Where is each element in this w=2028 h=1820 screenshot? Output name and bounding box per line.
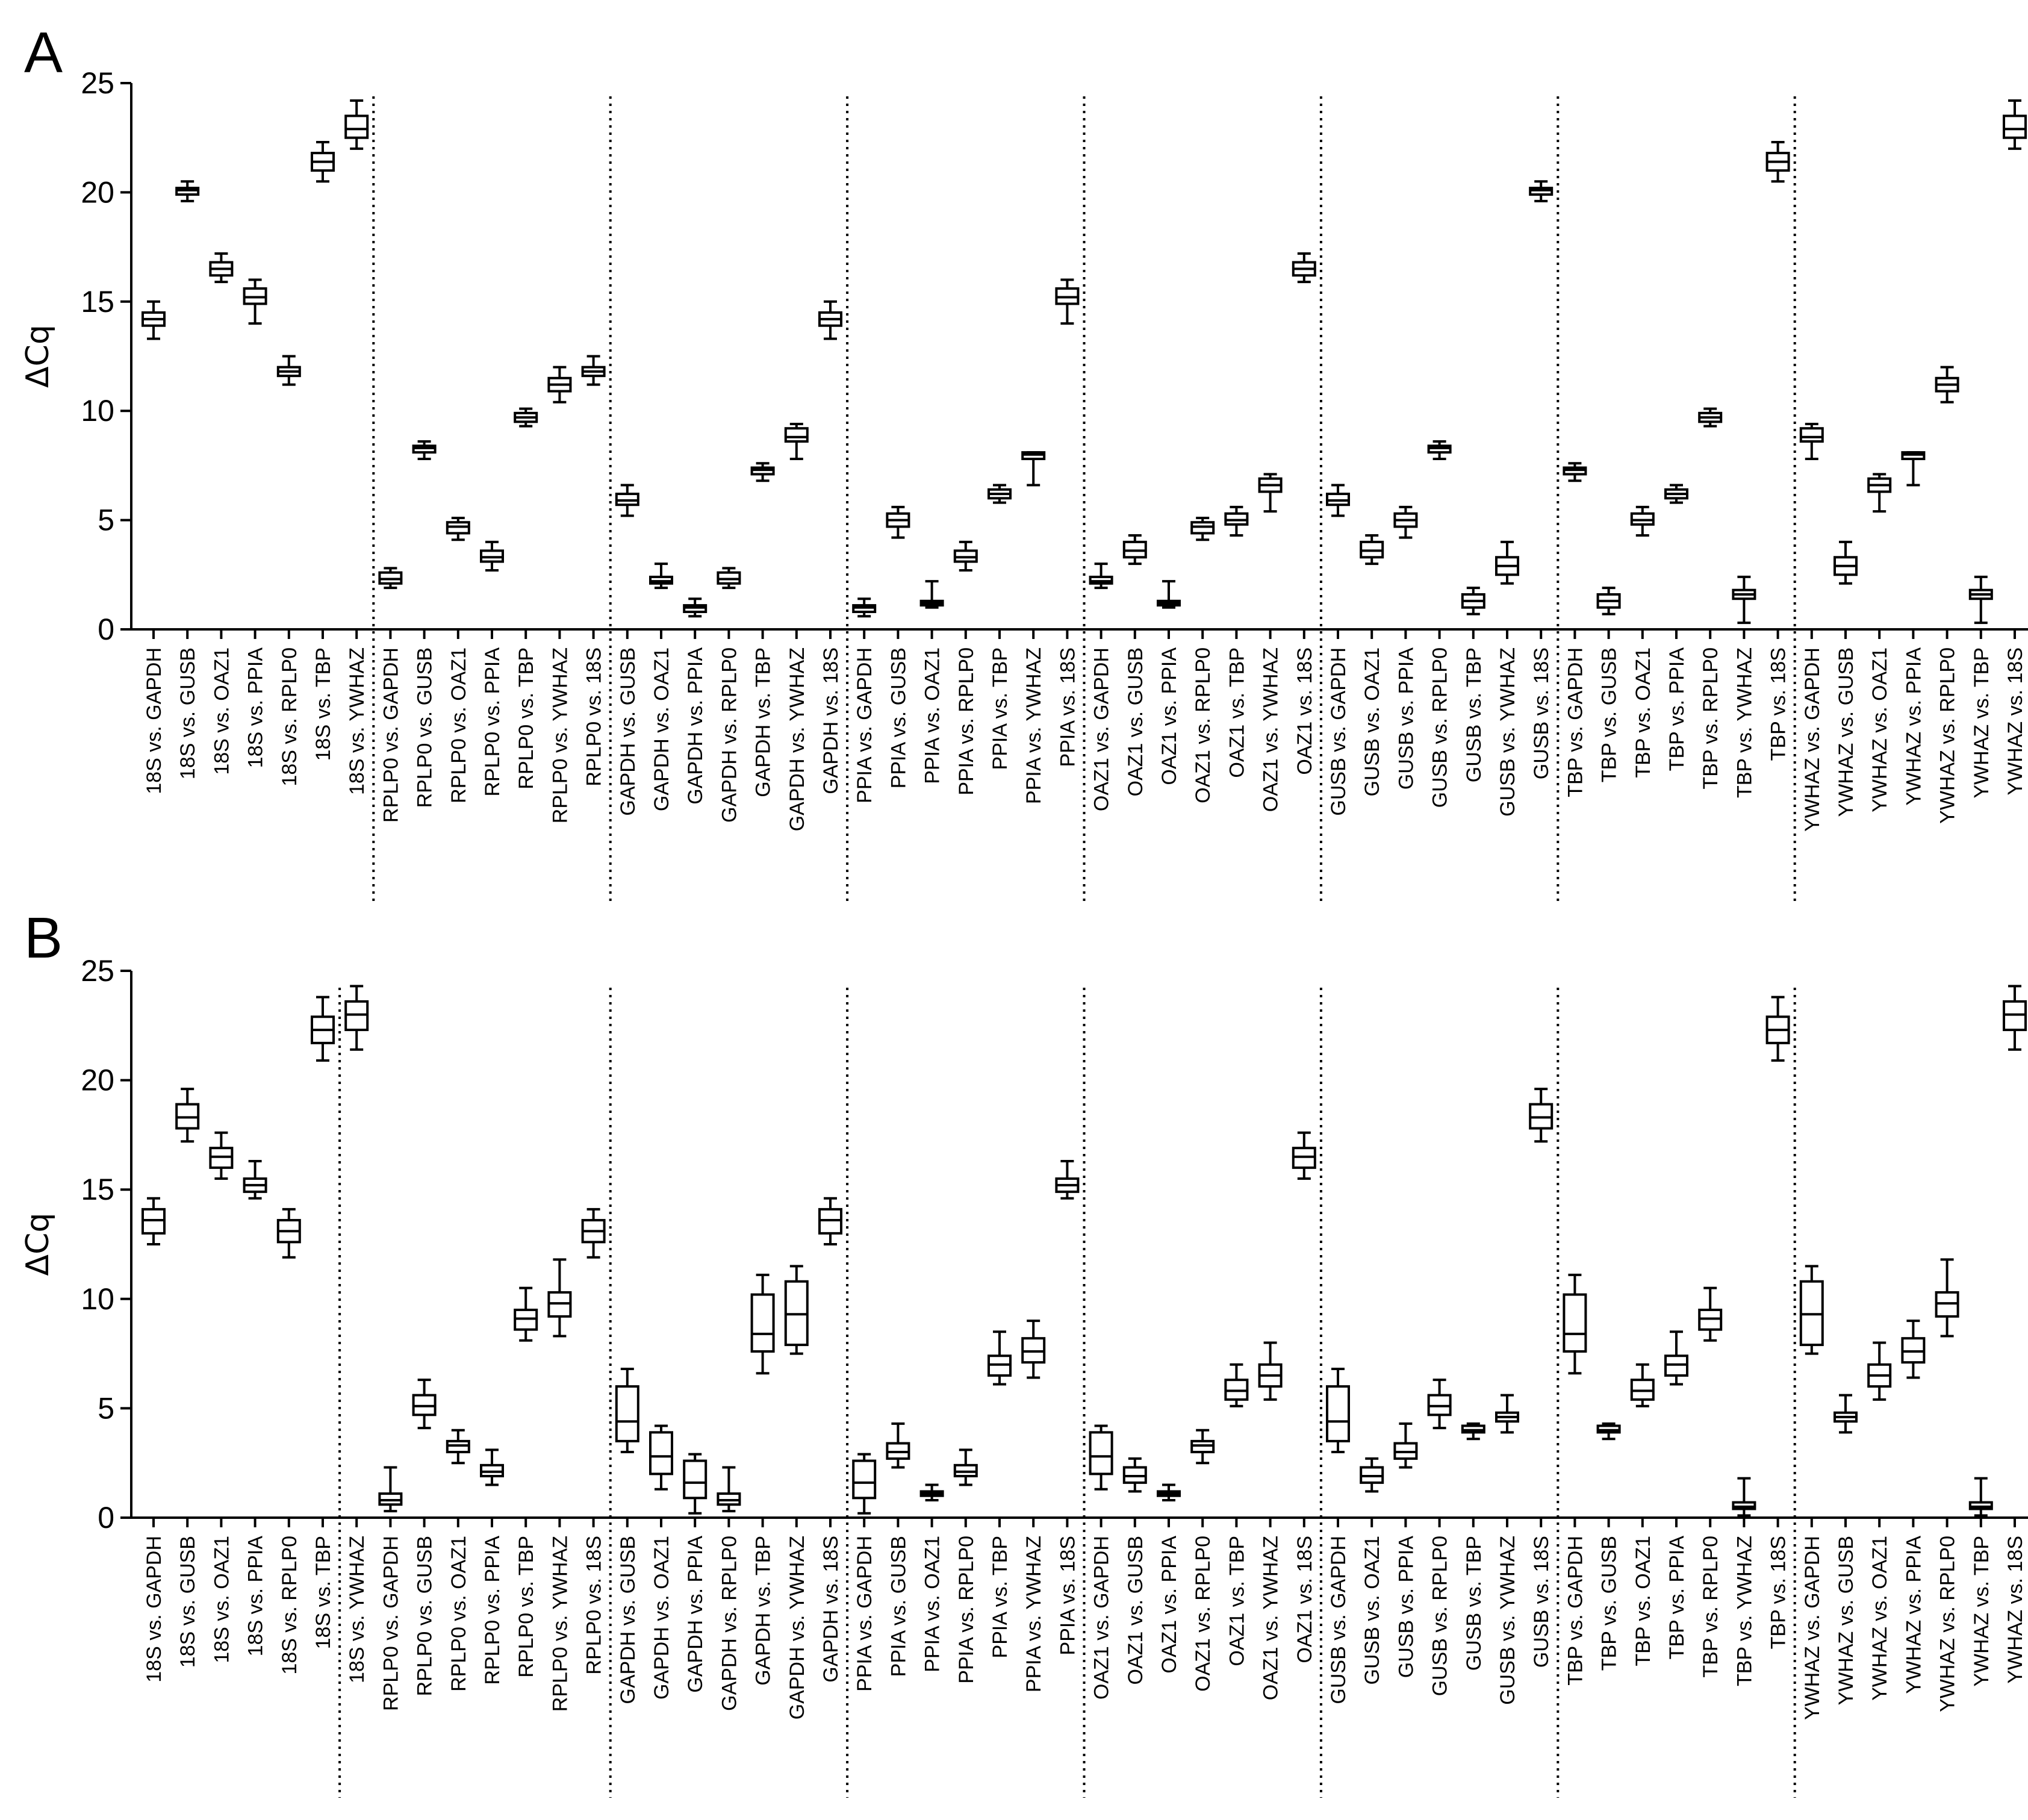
category-label: TBP vs. GAPDH (1564, 1536, 1587, 1686)
box-plot (1395, 507, 1416, 538)
category-label: PPIA vs. TBP (989, 647, 1012, 770)
y-axis-label: ΔCq (20, 325, 56, 388)
box-plot (1022, 452, 1044, 485)
box-plot (1260, 1342, 1281, 1399)
box-plot (887, 1424, 909, 1468)
category-label: GUSB vs. TBP (1462, 647, 1485, 783)
category-label: YWHAZ vs. PPIA (1902, 647, 1926, 806)
box-plot (1767, 997, 1789, 1061)
box-plot (1293, 1133, 1315, 1179)
y-tick-label: 15 (81, 1173, 114, 1207)
iqr-box (1090, 1432, 1112, 1474)
category-label: PPIA vs. 18S (1056, 1536, 1080, 1656)
box-plot (1022, 1321, 1044, 1377)
box-plot (786, 1266, 807, 1353)
category-label: PPIA vs. RPLP0 (954, 1536, 978, 1684)
box-plot (1868, 474, 1890, 511)
box-plot (515, 409, 537, 426)
box-plot (1496, 1395, 1518, 1433)
box-plot (346, 101, 367, 149)
category-label: 18S vs. GAPDH (143, 647, 166, 794)
box-plot (1530, 181, 1552, 201)
box-plot (1056, 1161, 1078, 1198)
iqr-box (617, 1386, 638, 1441)
y-tick-label: 0 (98, 612, 114, 646)
category-label: YWHAZ vs. 18S (2004, 647, 2027, 796)
category-label: YWHAZ vs. TBP (1970, 647, 1993, 799)
box-plot (1361, 535, 1383, 564)
category-label: OAZ1 vs. RPLP0 (1192, 647, 1215, 803)
box-plot (1361, 1459, 1383, 1491)
box-plot (176, 1089, 198, 1141)
category-label: OAZ1 vs. GAPDH (1090, 647, 1113, 812)
category-label: GAPDH vs. YWHAZ (785, 647, 809, 832)
category-label: 18S vs. GAPDH (143, 1536, 166, 1683)
category-label: YWHAZ vs. GUSB (1835, 1536, 1858, 1706)
category-label: PPIA vs. GAPDH (853, 1536, 877, 1692)
box-plot (718, 568, 739, 588)
category-label: PPIA vs. TBP (989, 1536, 1012, 1659)
category-label: TBP vs. OAZ1 (1631, 1536, 1655, 1666)
box-plot (1564, 463, 1585, 481)
box-plot (853, 599, 875, 616)
category-label: YWHAZ vs. RPLP0 (1936, 1536, 1959, 1712)
category-label: RPLP0 vs. 18S (582, 647, 606, 787)
category-label: YWHAZ vs. OAZ1 (1868, 1536, 1892, 1701)
box-plot (549, 367, 570, 402)
category-label: 18S vs. PPIA (244, 647, 267, 768)
box-plot (1902, 1321, 1924, 1377)
box-plot (1090, 564, 1112, 588)
category-label: TBP vs. RPLP0 (1699, 1536, 1723, 1678)
y-tick-label: 5 (98, 503, 114, 537)
box-plot (1463, 588, 1484, 614)
box-plot (650, 564, 672, 588)
category-label: PPIA vs. GUSB (887, 1536, 910, 1677)
category-label: GAPDH vs. RPLP0 (718, 1536, 741, 1711)
y-tick-label: 15 (81, 284, 114, 319)
category-label: RPLP0 vs. GUSB (413, 1536, 437, 1697)
category-label: OAZ1 vs. GUSB (1124, 647, 1147, 797)
category-label: GUSB vs. GAPDH (1327, 647, 1350, 816)
box-plot (1936, 1259, 1958, 1336)
box-plot (481, 1450, 503, 1485)
box-plot (1598, 588, 1620, 614)
box-plot (1225, 1365, 1247, 1406)
box-plot (989, 1332, 1010, 1384)
category-label: PPIA vs. GAPDH (853, 647, 877, 803)
box-plot (718, 1467, 739, 1511)
category-label: TBP vs. YWHAZ (1733, 1536, 1756, 1687)
box-plot (447, 1430, 469, 1463)
category-label: GAPDH vs. 18S (820, 1536, 842, 1683)
box-plot (1868, 1342, 1890, 1399)
box-plot (278, 357, 300, 385)
category-label: GAPDH vs. TBP (751, 647, 775, 797)
box-plot (1530, 1089, 1552, 1141)
category-label: 18S vs. PPIA (244, 1536, 267, 1657)
category-label: RPLP0 vs. OAZ1 (447, 1536, 470, 1692)
iqr-box (1327, 1386, 1349, 1441)
category-label: RPLP0 vs. YWHAZ (549, 647, 572, 824)
panel-B (20, 906, 2028, 1798)
category-label: RPLP0 vs. OAZ1 (447, 647, 470, 803)
category-label: GUSB vs. OAZ1 (1361, 647, 1384, 797)
category-label: RPLP0 vs. GAPDH (379, 1536, 403, 1711)
category-label: GAPDH vs. OAZ1 (650, 647, 673, 812)
iqr-box (684, 1461, 706, 1498)
box-plot (1429, 441, 1451, 459)
y-tick-label: 25 (81, 66, 114, 100)
category-label: YWHAZ vs. GAPDH (1800, 647, 1824, 832)
box-plot (1395, 1424, 1416, 1468)
category-label: PPIA vs. 18S (1056, 647, 1080, 767)
category-label: 18S vs. RPLP0 (278, 647, 301, 787)
box-plot (1632, 1365, 1653, 1406)
panel-letter: A (24, 20, 63, 85)
box-plot (650, 1426, 672, 1489)
box-plot (1293, 254, 1315, 282)
box-plot (244, 1161, 266, 1198)
box-plot (143, 302, 164, 339)
category-label: OAZ1 vs. RPLP0 (1192, 1536, 1215, 1692)
box-plot (684, 1454, 706, 1513)
box-plot (278, 1209, 300, 1257)
iqr-box (752, 1295, 774, 1351)
box-plot (143, 1198, 164, 1244)
box-plot (853, 1454, 875, 1513)
box-plot (1192, 1430, 1213, 1463)
category-label: 18S vs. TBP (312, 647, 335, 761)
category-label: YWHAZ vs. TBP (1970, 1536, 1993, 1687)
box-plot (481, 542, 503, 570)
box-plot (312, 997, 334, 1061)
category-label: YWHAZ vs. OAZ1 (1868, 647, 1892, 812)
box-plot (210, 254, 232, 282)
box-plot (1124, 535, 1146, 564)
category-label: GUSB vs. TBP (1462, 1536, 1485, 1671)
y-tick-label: 20 (81, 175, 114, 210)
category-label: GAPDH vs. GUSB (616, 647, 639, 816)
box-plot (1158, 1485, 1180, 1500)
box-plot (210, 1133, 232, 1179)
box-plot (752, 1275, 774, 1373)
category-label: GAPDH vs. YWHAZ (785, 1536, 809, 1720)
category-label: OAZ1 vs. YWHAZ (1259, 647, 1283, 812)
box-plot (1835, 1395, 1856, 1433)
category-label: OAZ1 vs. 18S (1293, 1536, 1316, 1663)
category-label: GAPDH vs. PPIA (684, 647, 708, 805)
box-plot (1699, 409, 1721, 426)
iqr-box (1564, 1295, 1585, 1351)
box-plot (515, 1288, 537, 1341)
category-label: TBP vs. 18S (1767, 647, 1790, 761)
box-plot (820, 302, 841, 339)
box-plot (1192, 518, 1213, 540)
box-plot (786, 424, 807, 459)
box-plot (1733, 577, 1755, 623)
box-plot (1632, 507, 1653, 535)
box-plot (346, 986, 367, 1049)
box-plot (1801, 424, 1823, 459)
box-plot (176, 181, 198, 201)
category-label: GUSB vs. YWHAZ (1496, 1536, 1519, 1705)
category-label: RPLP0 vs. TBP (515, 1536, 538, 1678)
category-label: GUSB vs. OAZ1 (1361, 1536, 1384, 1685)
category-label: OAZ1 vs. 18S (1293, 647, 1316, 775)
category-label: 18S vs. OAZ1 (210, 1536, 234, 1663)
box-plot (244, 280, 266, 324)
box-plot (921, 1485, 943, 1500)
iqr-box (786, 428, 807, 441)
box-plot (1496, 542, 1518, 584)
category-label: RPLP0 vs. PPIA (481, 1536, 504, 1685)
category-label: PPIA vs. YWHAZ (1022, 647, 1046, 805)
box-plot (684, 599, 706, 616)
category-label: RPLP0 vs. PPIA (481, 647, 504, 797)
box-plot (1835, 542, 1856, 584)
category-label: OAZ1 vs. GAPDH (1090, 1536, 1113, 1700)
category-label: 18S vs. YWHAZ (346, 647, 369, 795)
box-plot (820, 1198, 841, 1244)
box-plot (414, 1380, 435, 1428)
box-plot (1327, 1369, 1349, 1452)
box-plot (1733, 1479, 1755, 1516)
box-plot (1463, 1424, 1484, 1439)
box-plot (921, 581, 943, 608)
category-label: YWHAZ vs. GAPDH (1800, 1536, 1824, 1721)
box-plot (1327, 485, 1349, 516)
category-label: 18S vs. YWHAZ (346, 1536, 369, 1683)
y-tick-label: 25 (81, 954, 114, 988)
iqr-box (650, 1432, 672, 1474)
box-plot (1564, 1275, 1585, 1373)
category-label: PPIA vs. OAZ1 (921, 1536, 944, 1672)
category-label: TBP vs. 18S (1767, 1536, 1790, 1650)
category-label: OAZ1 vs. PPIA (1158, 647, 1181, 785)
category-label: 18S vs. GUSB (176, 647, 200, 780)
box-plot (1429, 1380, 1451, 1428)
box-plot (1970, 1479, 1992, 1516)
category-label: PPIA vs. RPLP0 (954, 647, 978, 796)
category-label: GUSB vs. GAPDH (1327, 1536, 1350, 1704)
box-plot (447, 518, 469, 540)
box-plot (617, 485, 638, 516)
y-axis-label: ΔCq (20, 1212, 56, 1276)
box-plot (549, 1259, 570, 1336)
box-plot (1936, 367, 1958, 402)
category-label: OAZ1 vs. GUSB (1124, 1536, 1147, 1685)
category-label: GAPDH vs. RPLP0 (718, 647, 741, 823)
box-plot (2004, 101, 2026, 149)
category-label: GUSB vs. RPLP0 (1428, 1536, 1452, 1697)
category-label: OAZ1 vs. TBP (1225, 647, 1249, 778)
category-label: GAPDH vs. PPIA (684, 1536, 708, 1693)
category-label: PPIA vs. GUSB (887, 647, 910, 789)
box-plot (955, 1450, 977, 1485)
category-label: PPIA vs. YWHAZ (1022, 1536, 1046, 1693)
category-label: GUSB vs. PPIA (1395, 1536, 1418, 1678)
category-label: TBP vs. RPLP0 (1699, 647, 1723, 790)
category-label: YWHAZ vs. RPLP0 (1936, 647, 1959, 824)
box-plot (1260, 474, 1281, 511)
y-tick-label: 20 (81, 1063, 114, 1097)
category-label: TBP vs. PPIA (1666, 647, 1688, 771)
category-label: GUSB vs. 18S (1530, 647, 1554, 780)
category-label: OAZ1 vs. YWHAZ (1259, 1536, 1283, 1701)
category-label: GAPDH vs. OAZ1 (650, 1536, 673, 1700)
category-label: OAZ1 vs. TBP (1225, 1536, 1249, 1666)
category-label: YWHAZ vs. PPIA (1902, 1536, 1926, 1694)
category-label: TBP vs. GUSB (1597, 1536, 1621, 1671)
category-label: OAZ1 vs. PPIA (1158, 1536, 1181, 1674)
y-tick-label: 10 (81, 394, 114, 428)
box-plot (617, 1369, 638, 1452)
category-label: 18S vs. OAZ1 (210, 647, 234, 775)
box-plot (989, 485, 1010, 503)
iqr-box (2004, 116, 2026, 137)
category-label: GAPDH vs. TBP (751, 1536, 775, 1686)
iqr-box (346, 116, 367, 137)
category-label: GUSB vs. 18S (1530, 1536, 1554, 1668)
box-plot (1598, 1424, 1620, 1439)
box-plot (1158, 581, 1180, 608)
category-label: 18S vs. TBP (312, 1536, 335, 1650)
box-plot (414, 441, 435, 459)
category-label: YWHAZ vs. GUSB (1835, 647, 1858, 817)
category-label: GUSB vs. PPIA (1395, 647, 1418, 790)
panel-letter: B (24, 906, 63, 970)
y-tick-label: 5 (98, 1391, 114, 1426)
category-label: PPIA vs. OAZ1 (921, 647, 944, 784)
category-label: GUSB vs. RPLP0 (1428, 647, 1452, 808)
iqr-box (1801, 428, 1823, 441)
box-plot (1666, 485, 1687, 503)
category-label: RPLP0 vs. YWHAZ (549, 1536, 572, 1712)
category-label: TBP vs. GUSB (1597, 647, 1621, 783)
category-label: RPLP0 vs. TBP (515, 647, 538, 790)
category-label: GUSB vs. YWHAZ (1496, 647, 1519, 817)
category-label: RPLP0 vs. 18S (582, 1536, 606, 1675)
box-plot (1767, 142, 1789, 181)
box-plot (379, 568, 401, 588)
category-label: 18S vs. RPLP0 (278, 1536, 301, 1675)
box-plot (955, 542, 977, 570)
box-plot (1699, 1288, 1721, 1341)
category-label: TBP vs. YWHAZ (1733, 647, 1756, 799)
box-plot (583, 1209, 605, 1257)
category-label: GAPDH vs. 18S (820, 647, 842, 794)
iqr-box (853, 1461, 875, 1498)
box-plot (379, 1467, 401, 1511)
box-plot (312, 142, 334, 181)
y-tick-label: 0 (98, 1501, 114, 1535)
box-plot (1056, 280, 1078, 324)
box-plot (1970, 577, 1992, 623)
category-label: TBP vs. PPIA (1666, 1536, 1688, 1660)
box-plot (1225, 507, 1247, 535)
box-plot (1666, 1332, 1687, 1384)
box-plot (1124, 1459, 1146, 1491)
category-label: TBP vs. OAZ1 (1631, 647, 1655, 778)
box-plot (1902, 452, 1924, 485)
box-plot (1090, 1426, 1112, 1489)
box-plot (583, 357, 605, 385)
category-label: YWHAZ vs. 18S (2004, 1536, 2027, 1684)
category-label: GAPDH vs. GUSB (616, 1536, 639, 1704)
box-plot (887, 507, 909, 538)
box-plot (752, 463, 774, 481)
box-plot (1801, 1266, 1823, 1353)
y-tick-label: 10 (81, 1282, 114, 1316)
category-label: RPLP0 vs. GUSB (413, 647, 437, 808)
category-label: TBP vs. GAPDH (1564, 647, 1587, 797)
box-plot (2004, 986, 2026, 1049)
panel-A (20, 20, 2028, 903)
category-label: 18S vs. GUSB (176, 1536, 200, 1668)
category-label: RPLP0 vs. GAPDH (379, 647, 403, 823)
